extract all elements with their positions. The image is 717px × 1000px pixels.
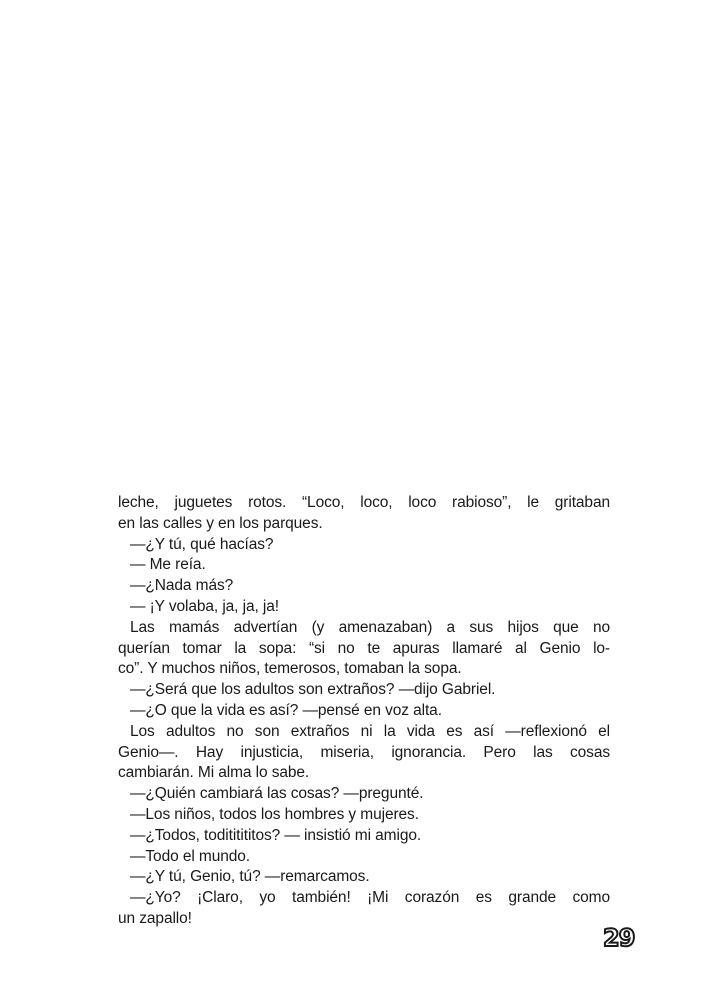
text-line-20: —¿Yo? ¡Claro, yo también! ¡Mi corazón es grande como xyxy=(130,889,610,907)
text-line-8: querían tomar la sopa: “si no te apuras llamaré al Genio lo- xyxy=(118,639,610,657)
text-line-6: — ¡Y volaba, ja, ja, ja! xyxy=(130,597,279,615)
text-line-19: —¿Y tú, Genio, tú? —remarcamos. xyxy=(130,868,370,886)
text-line-14: cambiarán. Mi alma lo sabe. xyxy=(118,764,310,782)
text-line-12: Los adultos no son extraños ni la vida es así —reflexionó el xyxy=(130,722,610,740)
text-line-11: —¿O que la vida es así? —pensé en voz alta. xyxy=(130,701,442,719)
page-number: 29 xyxy=(603,924,635,952)
text-line-13: Genio—. Hay injusticia, miseria, ignorancia. Pero las cosas xyxy=(118,743,610,761)
text-line-4: — Me reía. xyxy=(130,556,206,574)
text-line-1: leche, juguetes rotos. “Loco, loco, loco rabioso”, le gritaban xyxy=(118,494,610,511)
text-line-7: Las mamás advertían (y amenazaban) a sus hijos que no xyxy=(130,618,610,636)
text-line-21: un zapallo! xyxy=(118,909,192,927)
text-line-15: —¿Quién cambiará las cosas? —pregunté. xyxy=(130,785,424,803)
text-line-2: en las calles y en los parques. xyxy=(118,514,323,532)
text-line-18: —Todo el mundo. xyxy=(130,847,250,865)
body-text xyxy=(118,493,610,930)
text-line-16: —Los niños, todos los hombres y mujeres. xyxy=(130,805,419,823)
text-line-5: —¿Nada más? xyxy=(130,577,234,595)
text-line-17: —¿Todos, todititititos? — insistió mi amigo. xyxy=(130,826,422,844)
text-line-3: —¿Y tú, qué hacías? xyxy=(130,535,274,553)
text-line-10: —¿Será que los adultos son extraños? —dijo Gabriel. xyxy=(130,681,496,699)
text-line-9: co”. Y muchos niños, temerosos, tomaban la sopa. xyxy=(118,660,462,678)
